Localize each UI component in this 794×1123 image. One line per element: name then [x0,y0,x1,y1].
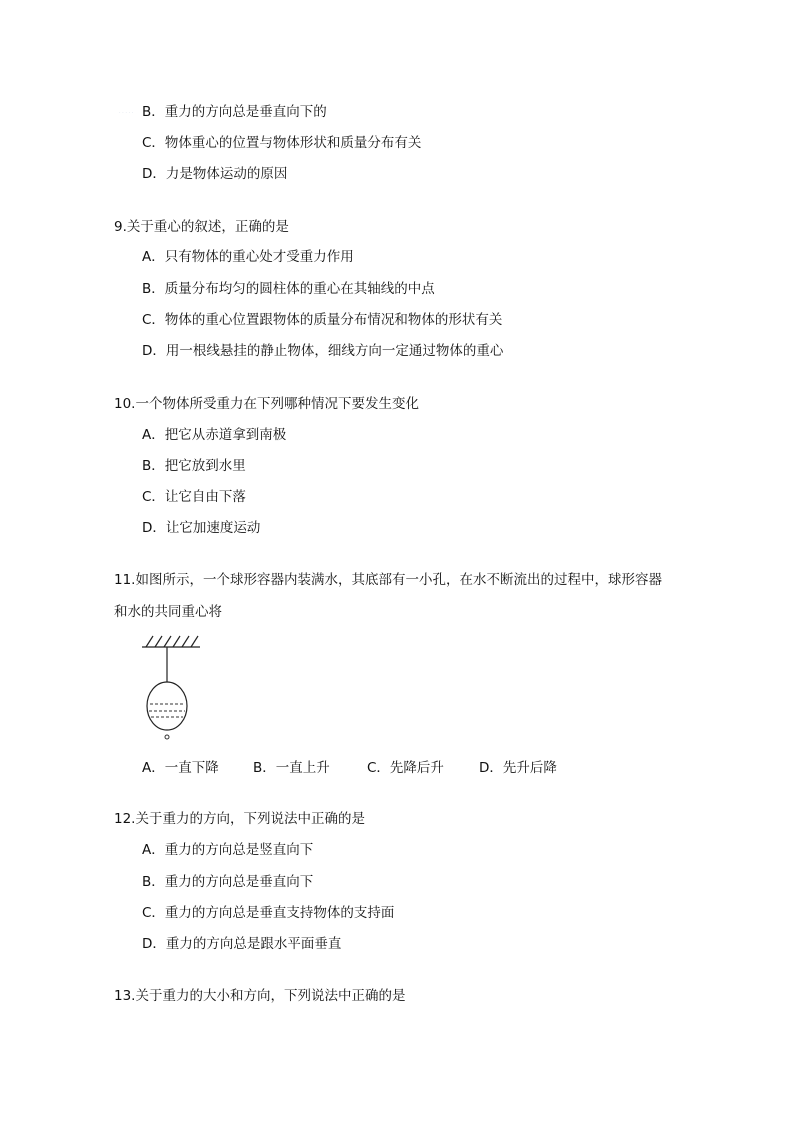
q11-option-c: C．先降后升 [367,760,444,776]
q10-stem: 10.一个物体所受重力在下列哪种情况下要发生变化 [114,396,419,412]
q10-option-d: D．让它加速度运动 [142,520,261,536]
q9-option-a: A．只有物体的重心处才受重力作用 [142,249,354,265]
q9-option-c: C．物体的重心位置跟物体的质量分布情况和物体的形状有关 [142,312,503,328]
q12-option-a: A．重力的方向总是竖直向下 [142,842,314,858]
q11-option-b: B．一直上升 [253,760,330,776]
q12-option-b: B．重力的方向总是垂直向下 [142,874,314,890]
q10-option-b: B．把它放到水里 [142,458,246,474]
prev-option-d: D．力是物体运动的原因 [142,166,288,182]
q11-stem-line1: 11.如图所示，一个球形容器内装满水，其底部有一小孔，在水不断流出的过程中，球形容器 [114,572,662,588]
q12-option-d: D．重力的方向总是跟水平面垂直 [142,936,342,952]
hanging-sphere-figure [140,633,206,745]
q9-option-b: B．质量分布均匀的圆柱体的重心在其轴线的中点 [142,281,435,297]
q10-option-c: C．让它自由下落 [142,489,246,505]
ceiling-hatch [142,636,200,647]
q12-option-c: C．重力的方向总是垂直支持物体的支持面 [142,905,395,921]
drop [165,735,169,739]
prev-option-c: C．物体重心的位置与物体形状和质量分布有关 [142,135,422,151]
q12-stem: 12.关于重力的方向，下列说法中正确的是 [114,811,365,827]
watermark: · · · · · [119,110,134,116]
prev-option-b: B．重力的方向总是垂直向下的 [142,104,327,120]
q11-stem-line2: 和水的共同重心将 [114,604,222,620]
q9-option-d: D．用一根线悬挂的静止物体，细线方向一定通过物体的重心 [142,343,504,359]
q11-option-d: D．先升后降 [479,760,557,776]
q9-stem: 9.关于重心的叙述，正确的是 [114,219,289,235]
q11-option-a: A．一直下降 [142,760,219,776]
q13-stem: 13.关于重力的大小和方向，下列说法中正确的是 [114,988,406,1004]
q10-option-a: A．把它从赤道拿到南极 [142,427,287,443]
sphere-container [147,682,187,730]
